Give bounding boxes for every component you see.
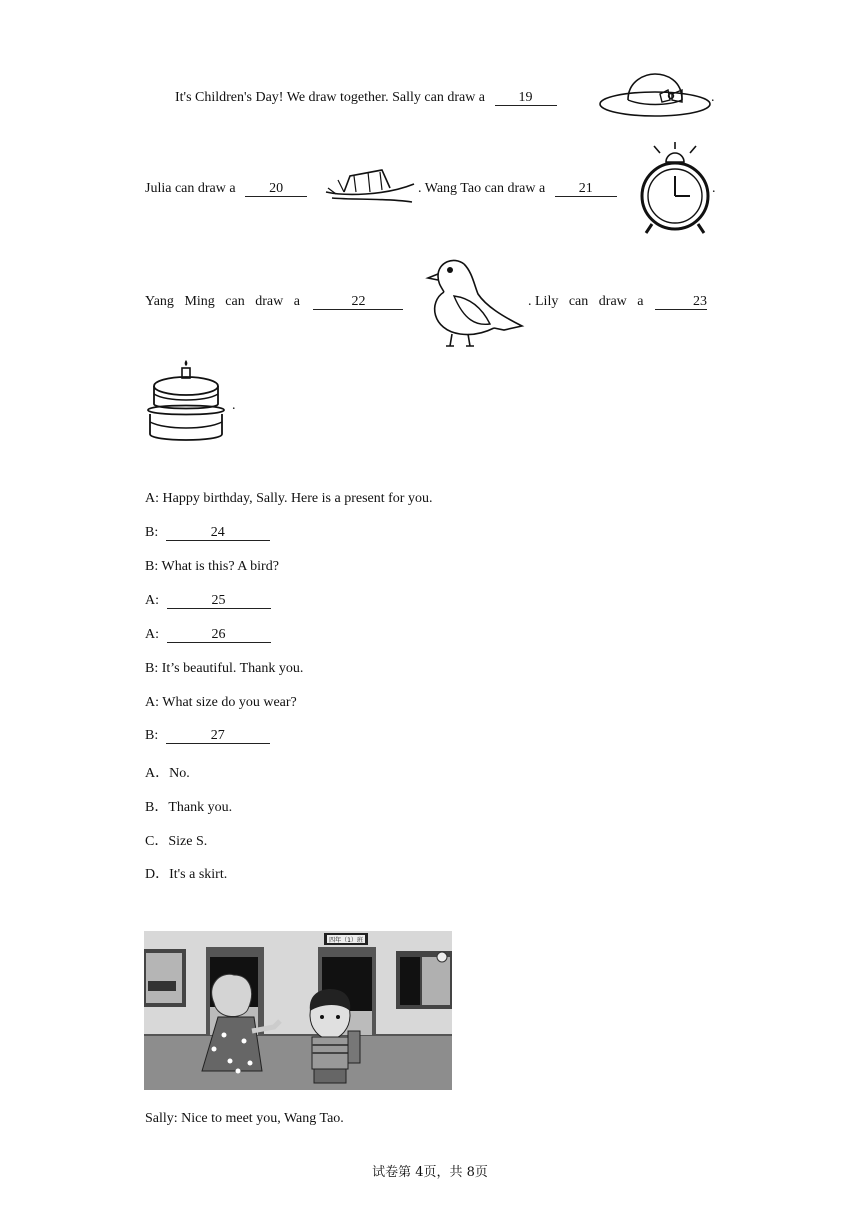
speaker-label: B: xyxy=(145,525,159,540)
dialogue-line: B: It’s beautiful. Thank you. xyxy=(145,661,304,676)
scene-image xyxy=(144,931,452,1090)
word: Yang xyxy=(145,294,174,309)
option-a: A．No. xyxy=(145,766,190,781)
word: a xyxy=(637,294,644,309)
option-c: C．Size S. xyxy=(145,834,208,849)
sally-line: Sally: Nice to meet you, Wang Tao. xyxy=(145,1111,344,1126)
period: . xyxy=(711,90,715,105)
passage-line-1 xyxy=(175,90,557,106)
blank-26: 26 xyxy=(167,627,271,643)
dialogue-line xyxy=(145,627,271,643)
blank-19: 19 xyxy=(495,90,557,106)
blank-23: 23 xyxy=(655,294,707,310)
blank-24: 24 xyxy=(166,525,270,541)
blank-22: 22 xyxy=(313,294,403,310)
blank-20: 20 xyxy=(245,181,307,197)
dialogue-line: B: What is this? A bird? xyxy=(145,559,279,574)
blank-21: 21 xyxy=(555,181,617,197)
boat-picture xyxy=(324,166,416,213)
passage-line-3 xyxy=(145,294,403,310)
passage-text: Julia can draw a xyxy=(145,181,236,196)
word: draw xyxy=(598,294,627,309)
dialogue-line: A: What size do you wear? xyxy=(145,695,297,710)
speaker-label: A: xyxy=(145,627,159,642)
word: can xyxy=(225,294,245,309)
word: . Lily xyxy=(528,294,559,309)
cake-icon xyxy=(146,360,230,446)
boat-icon xyxy=(324,166,416,208)
dialogue-line: A: Happy birthday, Sally. Here is a present for you. xyxy=(145,491,433,506)
cake-picture xyxy=(146,360,230,451)
blank-27: 27 xyxy=(166,728,270,744)
dialogue-line xyxy=(145,525,270,541)
page-footer: 试卷第 4页，共 8页 xyxy=(372,1165,488,1180)
word: a xyxy=(293,294,300,309)
period: . xyxy=(712,181,716,196)
word: Ming xyxy=(184,294,215,309)
hat-icon xyxy=(598,72,712,120)
classroom-scene xyxy=(144,931,452,1090)
option-d: D．It's a skirt. xyxy=(145,867,228,882)
passage-text: It's Children's Day! We draw together. Sally can draw a xyxy=(175,90,486,105)
word: draw xyxy=(255,294,284,309)
speaker-label: B: xyxy=(145,728,159,743)
option-b: B．Thank you. xyxy=(145,800,233,815)
clock-picture xyxy=(638,140,712,241)
passage-line-3b xyxy=(528,294,707,310)
clock-icon xyxy=(638,140,712,236)
blank-25: 25 xyxy=(167,593,271,609)
hat-picture xyxy=(598,72,712,125)
bird-icon xyxy=(424,254,524,350)
passage-text: . Wang Tao can draw a xyxy=(418,181,546,196)
passage-line-2b xyxy=(418,181,617,197)
dialogue-line xyxy=(145,593,271,609)
dialogue-line xyxy=(145,728,270,744)
speaker-label: A: xyxy=(145,593,159,608)
bird-picture xyxy=(424,254,524,355)
passage-line-2 xyxy=(145,181,307,197)
door-sign: 四年（1）班 xyxy=(329,937,363,944)
period: . xyxy=(232,398,236,413)
word: can xyxy=(568,294,589,309)
